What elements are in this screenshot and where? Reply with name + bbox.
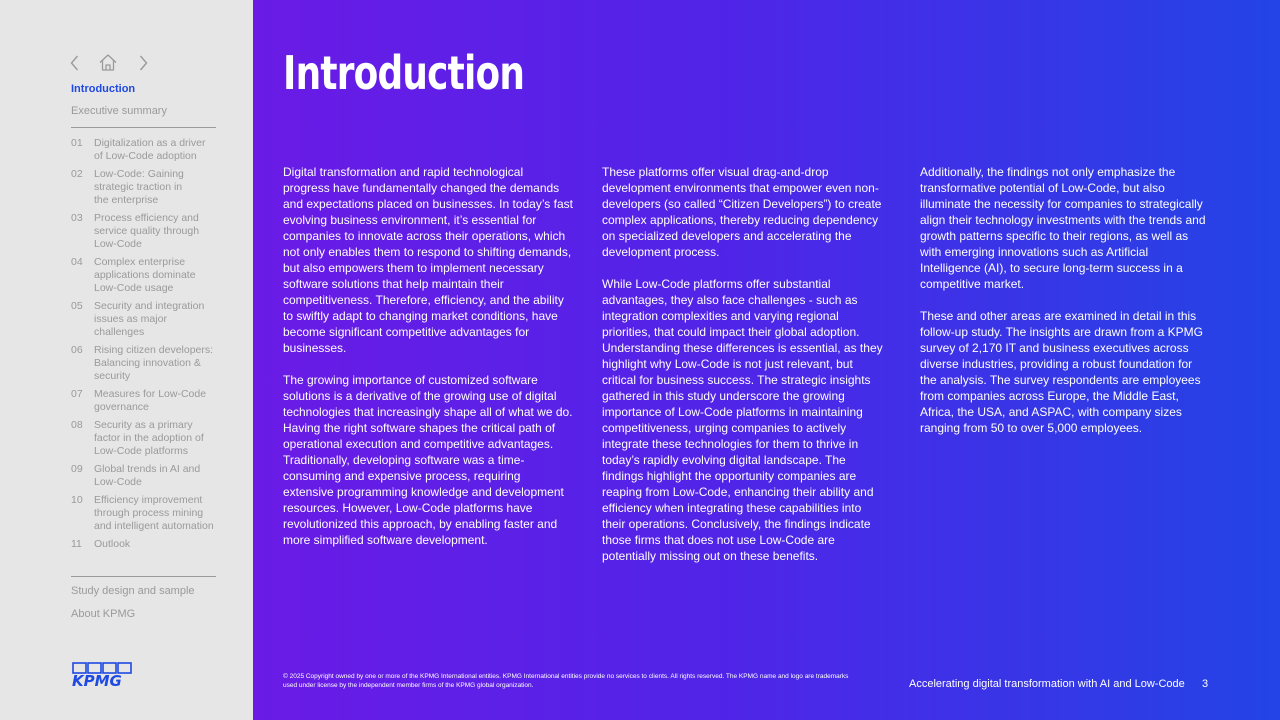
chevron-left-icon[interactable] bbox=[70, 55, 79, 76]
paragraph: These platforms offer visual drag-and-drop development environments that empower even non-developers (so called “Citizen Developers”) to create complex applications, thereby reducing dependency on specialized developers and accelerating the development process. bbox=[602, 165, 882, 259]
page-number: 3 bbox=[1202, 678, 1209, 690]
text-column-1 bbox=[283, 164, 573, 564]
toc-item[interactable] bbox=[71, 538, 231, 551]
toc-item-label: Measures for Low-Code governance bbox=[94, 388, 207, 413]
paragraph: These and other areas are examined in detail in this follow-up study. The insights are drawn from a KPMG survey of 2,170 IT and business executives across diverse industries, providing a robust foundation for the analysis. The survey respondents are employees from companies across Europe, the Middle East, Africa, the USA, and ASPAC, with company sizes ranging from 50 to over 5,000 employees. bbox=[920, 309, 1204, 435]
toc-item-label: Process efficiency and service quality through Low-Code bbox=[94, 212, 200, 250]
toc-item-number: 02 bbox=[71, 168, 83, 180]
nav-item-study-design[interactable]: Study design and sample bbox=[71, 585, 195, 597]
toc-item-number: 06 bbox=[71, 344, 83, 356]
table-of-contents bbox=[71, 137, 231, 551]
home-icon[interactable] bbox=[99, 54, 117, 76]
page-title: Introduction bbox=[283, 46, 525, 100]
toc-item-label: Efficiency improvement through process mining and intelligent automation bbox=[94, 494, 214, 532]
toc-item[interactable] bbox=[71, 344, 231, 383]
toc-item[interactable] bbox=[71, 137, 231, 163]
toc-item[interactable] bbox=[71, 388, 231, 414]
toc-item-number: 04 bbox=[71, 256, 83, 268]
nav-item-about-kpmg[interactable]: About KPMG bbox=[71, 608, 136, 620]
sidebar bbox=[0, 0, 253, 720]
text-column-3 bbox=[920, 164, 1210, 452]
kpmg-logo bbox=[71, 662, 135, 693]
toc-item[interactable] bbox=[71, 463, 231, 489]
toc-item-label: Security and integration issues as major challenges bbox=[94, 300, 205, 338]
toc-item-number: 09 bbox=[71, 463, 83, 475]
toc-item[interactable] bbox=[71, 300, 231, 339]
toc-item-number: 01 bbox=[71, 137, 83, 149]
copyright-notice: © 2025 Copyright owned by one or more of the KPMG International entities. KPMG International entities provide no services to clients. All rights reserved. The KPMG name and logo are trademarks used under license by the independent member firms of the KPMG global organization. bbox=[283, 673, 849, 689]
paragraph: While Low-Code platforms offer substantial advantages, they also face challenges - such as integration complexities and varying regional priorities, that could impact their global adoption. Understanding these differences is essential, as they highlight why Low-Code is not just relevant, but critical for business success. The strategic insights gathered in this study underscore the growing importance of Low-Code platforms in maintaining competitiveness, urging companies to actively integrate these technologies for them to thrive in today’s rapidly evolving digital landscape. The findings highlight the opportunity companies are reaping from Low-Code, enhancing their ability and efficiency when integrating these capabilities into their operations. Conclusively, the findings indicate those firms that does not use Low-Code are potentially missing out on these benefits. bbox=[602, 277, 883, 563]
toc-item[interactable] bbox=[71, 168, 231, 207]
chevron-right-icon[interactable] bbox=[139, 55, 148, 76]
divider bbox=[71, 576, 216, 577]
toc-item-number: 10 bbox=[71, 494, 83, 506]
toc-item[interactable] bbox=[71, 212, 231, 251]
toc-item-label: Global trends in AI and Low-Code bbox=[94, 463, 201, 488]
toc-item-number: 07 bbox=[71, 388, 83, 400]
toc-item-label: Outlook bbox=[94, 538, 131, 550]
divider bbox=[71, 127, 216, 128]
toc-item-number: 03 bbox=[71, 212, 83, 224]
toc-item-label: Low-Code: Gaining strategic traction in the enterprise bbox=[94, 168, 184, 206]
nav-item-introduction[interactable]: Introduction bbox=[71, 83, 136, 95]
text-column-2 bbox=[602, 164, 884, 580]
toc-item-number: 05 bbox=[71, 300, 83, 312]
toc-item-label: Security as a primary factor in the adoption of Low-Code platforms bbox=[94, 419, 204, 457]
paragraph: Digital transformation and rapid technological progress have fundamentally changed the demands and expectations placed on businesses. In today’s fast evolving business environment, it’s essential for companies to innovate across their operations, which not only enables them to respond to shifting demands, but also empowers them to implement necessary software solutions that help maintain their competitiveness. Therefore, efficiency, and the ability to swiftly adapt to changing market conditions, have become significant competitive advantages for businesses. bbox=[283, 165, 573, 355]
svg-text:KPMG: KPMG bbox=[72, 672, 122, 688]
toc-item-number: 08 bbox=[71, 419, 83, 431]
paragraph: Additionally, the findings not only emphasize the transformative potential of Low-Code, but also illuminate the necessity for companies to strategically align their technology investments with the trends and growth patterns specific to their regions, as well as with emerging innovations such as Artificial Intelligence (AI), to secure long-term success in a competitive market. bbox=[920, 165, 1206, 291]
main-content bbox=[253, 0, 1280, 720]
nav-icons bbox=[70, 56, 148, 74]
toc-item-label: Digitalization as a driver of Low-Code adoption bbox=[94, 137, 206, 162]
toc-item-number: 11 bbox=[71, 538, 82, 550]
toc-item[interactable] bbox=[71, 494, 231, 533]
nav-item-executive-summary[interactable]: Executive summary bbox=[71, 105, 167, 117]
paragraph: The growing importance of customized software solutions is a derivative of the growing use of digital technologies that increasingly shape all of what we do. Having the right software shapes the critical path of operational execution and competitive advantages. Traditionally, developing software was a time-consuming and expensive process, requiring extensive programming knowledge and development resources. However, Low-Code platforms have revolutionized this approach, by enabling faster and more simplified software development. bbox=[283, 373, 573, 547]
toc-item[interactable] bbox=[71, 256, 231, 295]
toc-item[interactable] bbox=[71, 419, 231, 458]
toc-item-label: Rising citizen developers: Balancing innovation & security bbox=[94, 344, 214, 382]
toc-item-label: Complex enterprise applications dominate Low-Code usage bbox=[94, 256, 196, 294]
footer-document-title: Accelerating digital transformation with AI and Low-Code bbox=[909, 678, 1185, 690]
